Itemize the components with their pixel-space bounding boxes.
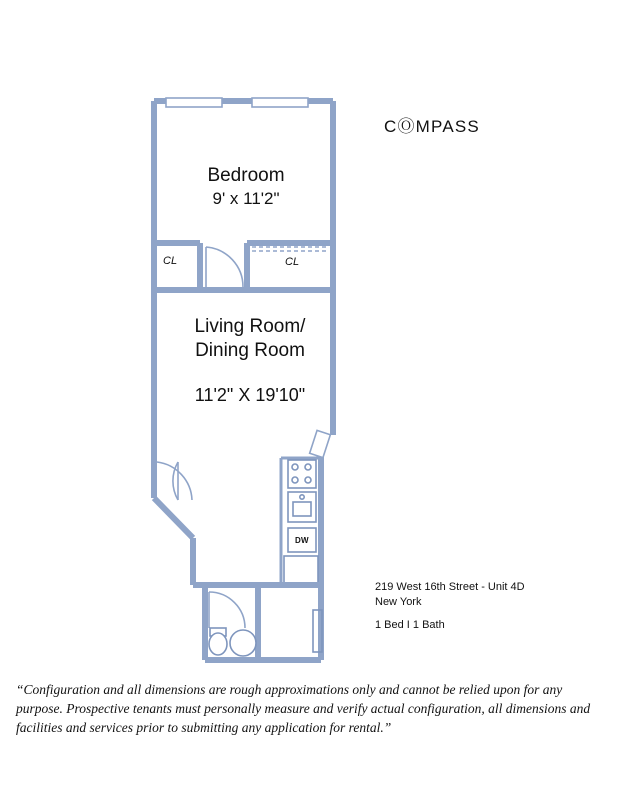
beds-baths: 1 Bed I 1 Bath: [375, 619, 445, 631]
listing-address: [375, 580, 525, 610]
room-dimensions-living-room: 11'2" X 19'10": [194, 385, 306, 405]
disclaimer-text: “Configuration and all dimensions are rough approximations only and cannot be relied upon for any purpose. Prospective tenants must personally measure and verify actual configuration, all dimensions and facilities and services prior to submitting any application for rental.”: [16, 682, 591, 735]
compass-logo: CⓄMPASS: [384, 117, 480, 136]
toilet-icon: [209, 633, 227, 655]
closet-label-left: CL: [163, 255, 178, 267]
room-label-bedroom: Bedroom: [207, 165, 285, 186]
window: [252, 98, 308, 107]
room-label-living-room-line2: Dining Room: [195, 340, 305, 361]
window: [166, 98, 222, 107]
window: [310, 430, 331, 457]
address-line-1: 219 West 16th Street - Unit 4D: [375, 581, 525, 593]
room-label-living-room-line1: Living Room/: [194, 316, 306, 337]
address-line-2: New York: [375, 596, 422, 608]
closet-label-right: CL: [285, 256, 300, 268]
room-dimensions-bedroom: 9' x 11'2": [212, 189, 280, 208]
range-icon: [288, 460, 316, 488]
dishwasher-label: DW: [295, 536, 309, 545]
refrigerator-icon: [284, 556, 318, 586]
bathroom-sink-icon: [230, 630, 256, 656]
